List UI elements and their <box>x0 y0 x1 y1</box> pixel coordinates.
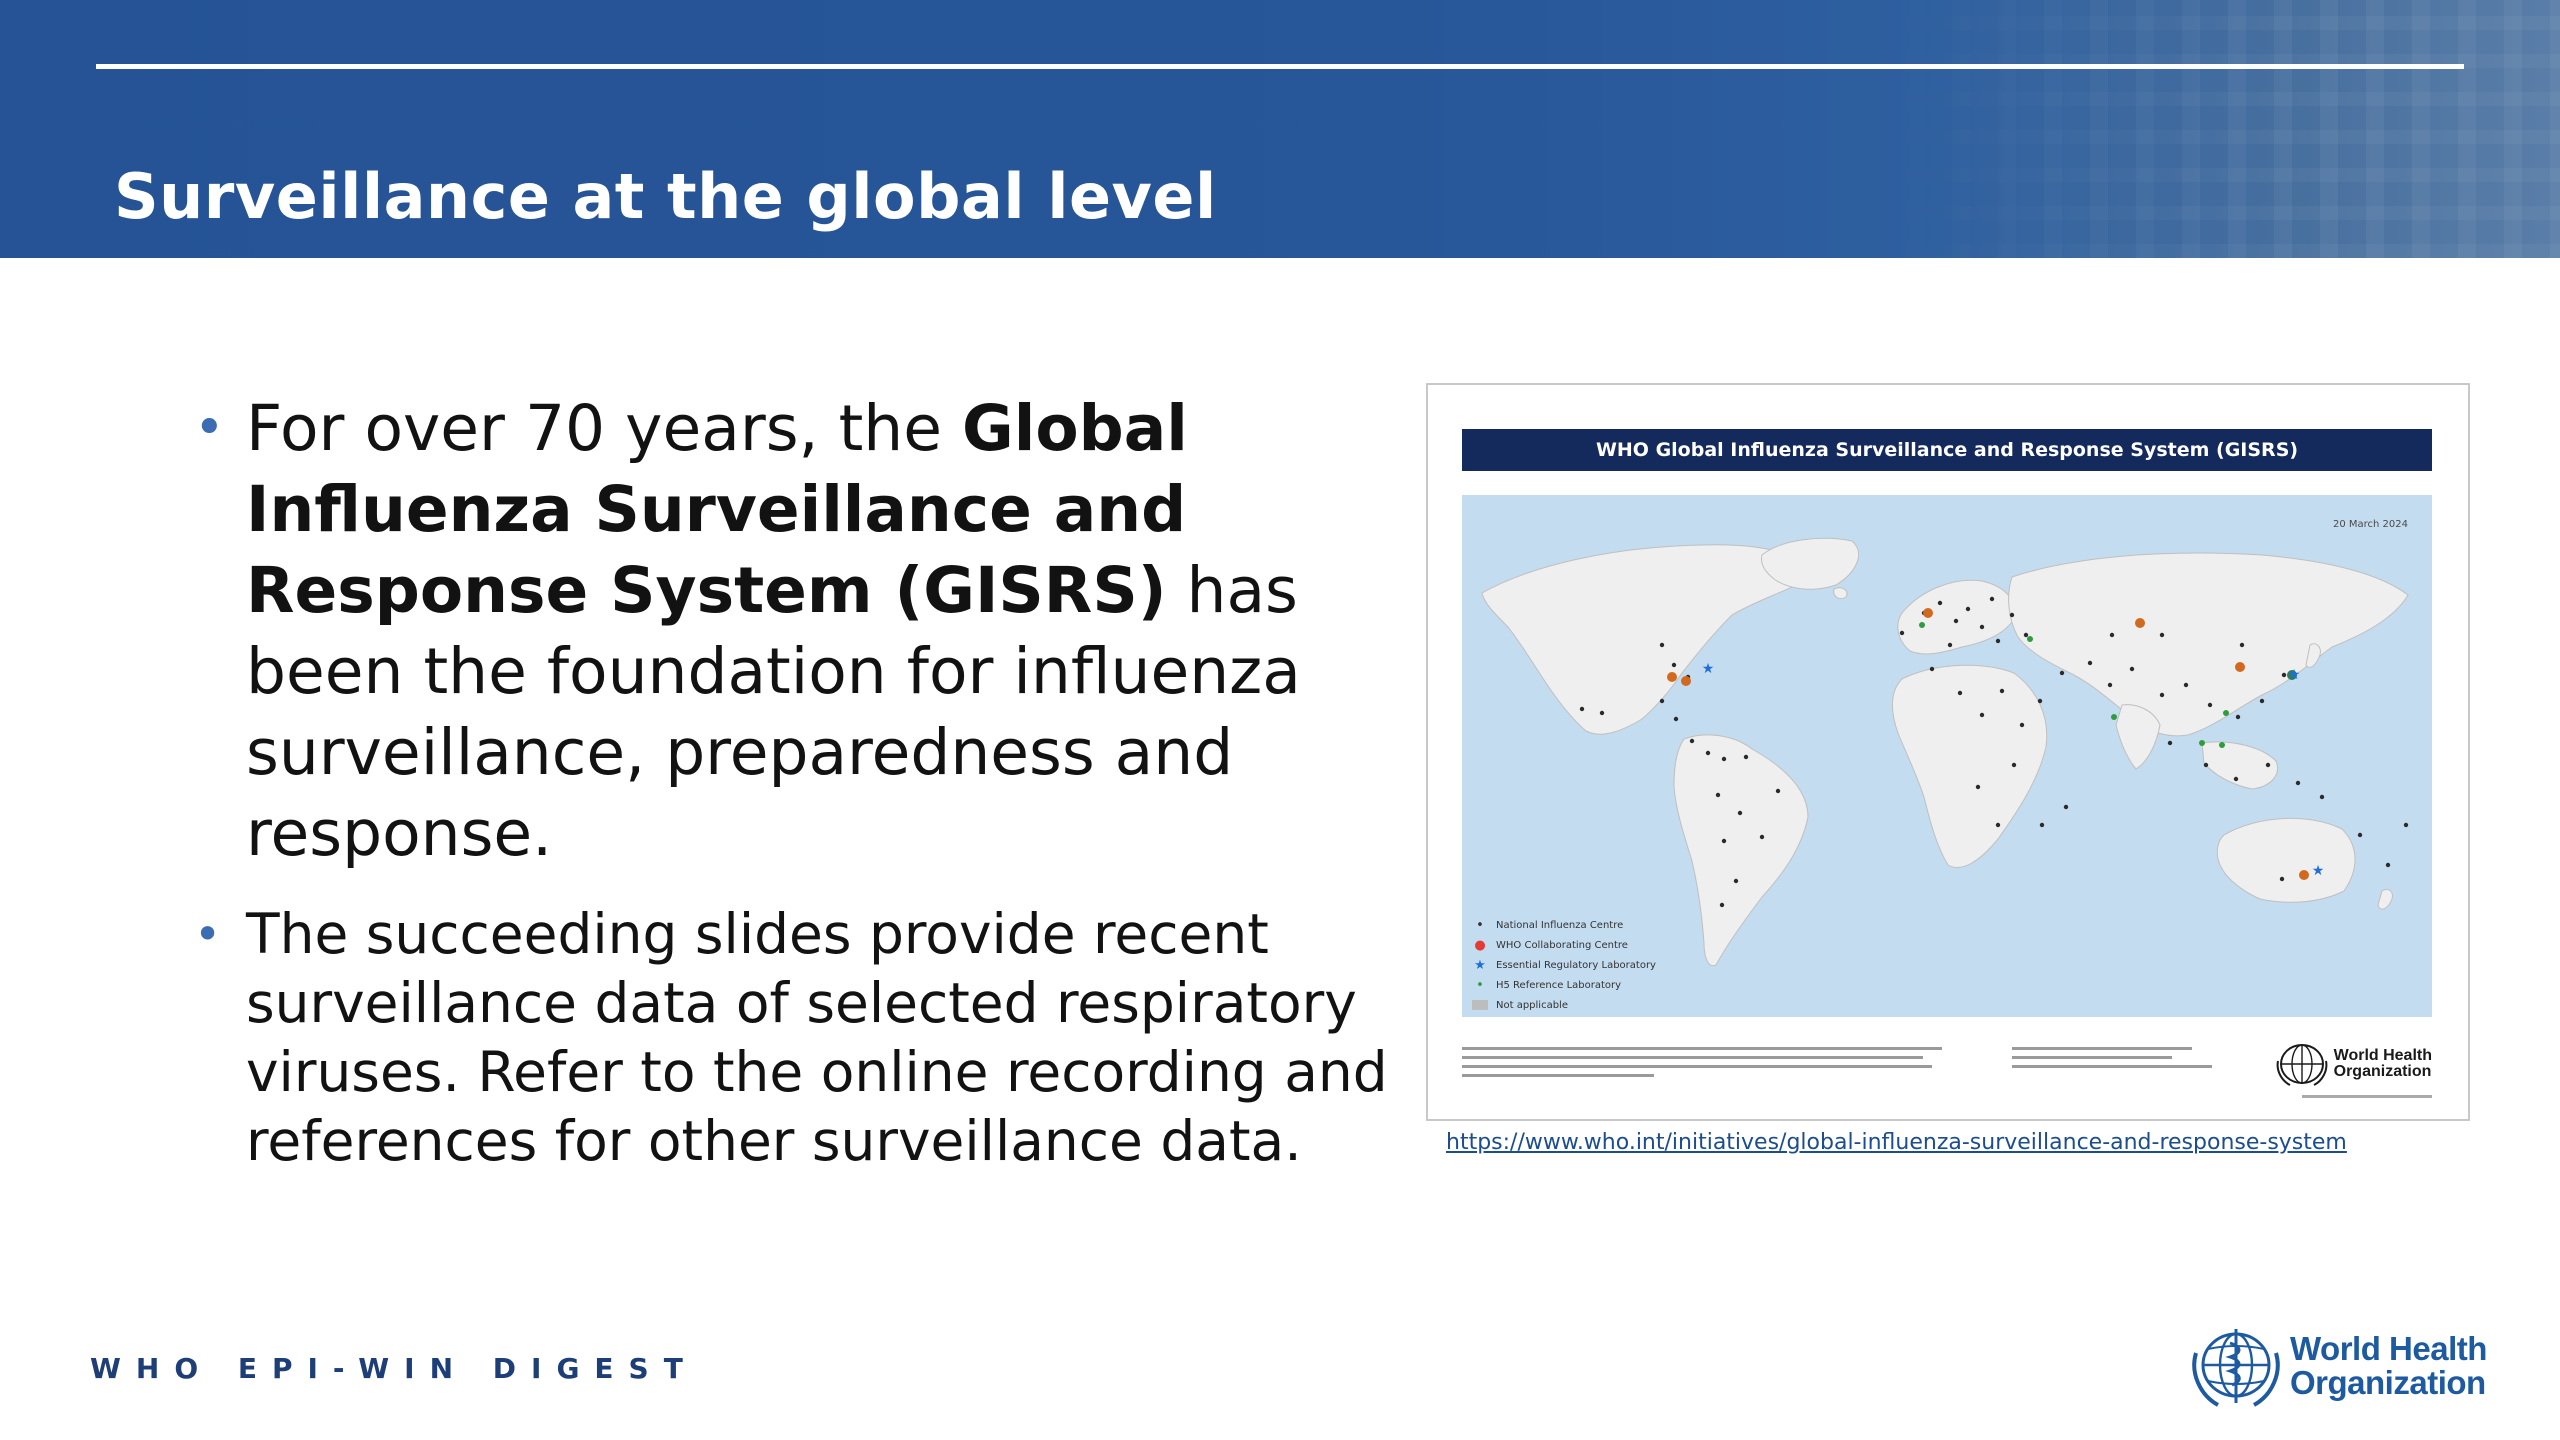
wcc-london <box>1923 608 1933 618</box>
legend-label: Not applicable <box>1496 999 1568 1011</box>
wcc-memphis <box>1681 676 1691 686</box>
land-south-america <box>1674 735 1808 966</box>
land-asia <box>2009 553 2408 736</box>
slide-header <box>0 0 2560 258</box>
legend-mark-dot: • <box>1476 917 1484 933</box>
who-emblem-icon <box>2188 1323 2284 1409</box>
map-disclaimer <box>1462 1047 1942 1083</box>
who-logo <box>2188 1323 2487 1409</box>
land-new-zealand <box>2378 889 2392 909</box>
wcc-moscow <box>2135 618 2145 628</box>
footer-brand: WHO EPI-WIN DIGEST <box>90 1352 698 1385</box>
map-data-source <box>2012 1047 2212 1074</box>
erl-japan: ★ <box>2287 667 2301 683</box>
map-copyright <box>2302 1095 2432 1098</box>
legend-mark-star-icon: ★ <box>1474 957 1486 973</box>
bullet-gisrs-history <box>190 388 1390 874</box>
legend-national-influenza-centre <box>1472 915 1656 935</box>
map-who-logo <box>2276 1041 2432 1087</box>
gisrs-source-link[interactable]: https://www.who.int/initiatives/global-influenza-surveillance-and-response-system <box>1446 1130 2347 1155</box>
map-date: 20 March 2024 <box>2332 519 2408 530</box>
legend-not-applicable <box>1472 995 1656 1015</box>
legend-mark-dot: • <box>1476 977 1484 993</box>
legend-label: H5 Reference Laboratory <box>1496 979 1622 991</box>
header-rule <box>96 64 2464 69</box>
slide-title: Surveillance at the global level <box>114 160 1217 233</box>
land-antarctic-islands <box>1834 588 1847 599</box>
world-map <box>1462 495 2432 1017</box>
map-logo-line1: World Health <box>2333 1047 2432 1064</box>
legend-h5-reference-laboratory <box>1472 975 1656 995</box>
wcc-melbourne <box>2299 870 2309 880</box>
map-logo-line2: Organization <box>2333 1063 2432 1080</box>
map-logo-text <box>2334 1048 2432 1080</box>
legend-swatch <box>1472 1000 1488 1010</box>
who-logo-line2: Organization <box>2290 1364 2486 1401</box>
erl-australia: ★ <box>2311 863 2325 879</box>
who-emblem-icon <box>2276 1041 2328 1087</box>
bullet-text-suffix: has been the foundation for influenza surveillance, preparedness and response. <box>246 554 1301 870</box>
legend-label: Essential Regulatory Laboratory <box>1496 959 1656 971</box>
legend-mark-circle: ● <box>1474 937 1486 953</box>
legend-who-collaborating-centre <box>1472 935 1656 955</box>
land-africa <box>1892 665 2046 867</box>
land-australia <box>2217 818 2355 902</box>
map-header: WHO Global Influenza Surveillance and Response System (GISRS) <box>1462 429 2432 471</box>
wcc-beijing <box>2235 662 2245 672</box>
bullet-list <box>190 388 1390 1176</box>
who-logo-line1: World Health <box>2290 1330 2487 1367</box>
legend-label: National Influenza Centre <box>1496 919 1624 931</box>
bullet-succeeding-slides: • The succeeding slides provide recent surveillance data of selected respiratory viruses. Refer to the online recording and references for other surveillance data. <box>190 900 1390 1176</box>
map-legend <box>1472 915 1656 1015</box>
wcc-atlanta <box>1667 672 1677 682</box>
legend-label: WHO Collaborating Centre <box>1496 939 1628 951</box>
legend-essential-regulatory-laboratory <box>1472 955 1656 975</box>
who-logo-text <box>2290 1332 2487 1400</box>
bullet-text-strong: Global Influenza Surveillance and Response System (GISRS) <box>246 392 1188 627</box>
bullet-text-prefix: For over 70 years, the <box>246 392 963 465</box>
gisrs-map-figure <box>1426 383 2470 1121</box>
header-texture <box>1860 0 2560 258</box>
map-footer <box>1462 1041 2432 1111</box>
erl-usa: ★ <box>1701 661 1715 677</box>
